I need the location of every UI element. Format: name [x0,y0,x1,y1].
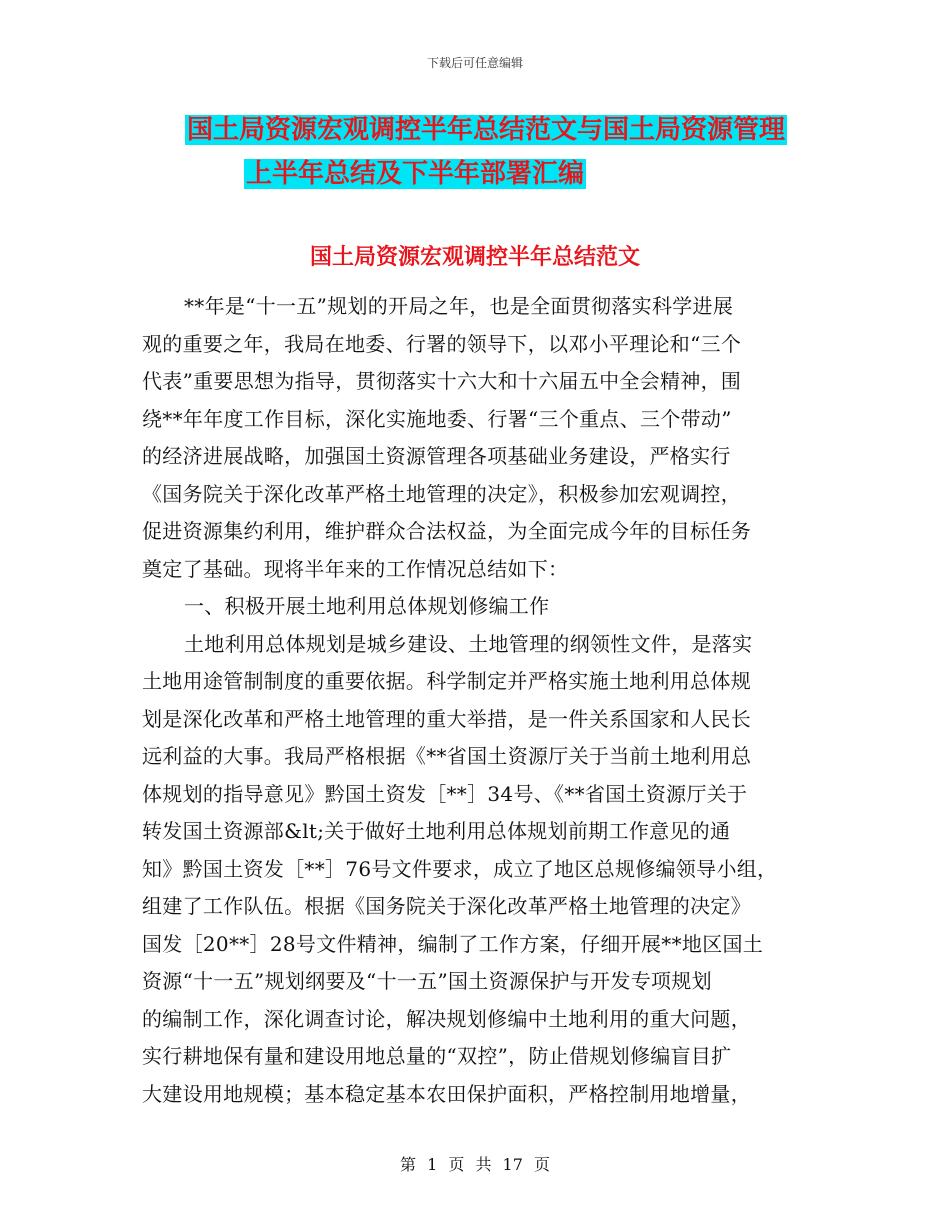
body-line: 体规划的指导意见》黔国土资发［**］34号、《**省国土资源厅关于 [142,781,748,806]
body-line: 土地用途管制制度的重要依据。科学制定并严格实施土地利用总体规 [142,669,751,693]
body-line: 知》黔国土资发［**］76号文件要求，成立了地区总规修编领导小组， [142,856,778,881]
body-line: 代表”重要思想为指导，贯彻落实十六大和十六届五中全会精神，围 [142,369,742,393]
section-heading-1: 一、积极开展土地利用总体规划修编工作 [184,594,550,618]
body-text [142,288,822,1113]
body-line: 资源“十一五”规划纲要及“十一五”国土资源保护与开发专项规划 [142,969,712,993]
body-line: 大建设用地规模；基本稳定基本农田保护面积，严格控制用地增量， [142,1081,751,1106]
section-title: 国土局资源宏观调控半年总结范文 [309,245,640,270]
body-line: 国发［20**］28号文件精神，编制了工作方案，仔细开展**地区国土 [142,931,764,956]
body-line: 远利益的大事。我局严格根据《**省国土资源厅关于当前土地利用总 [142,744,752,768]
document-title-text-1: 国土局资源宏观调控半年总结范文与国土局资源管理 [186,115,785,145]
body-line: 奠定了基础。现将半年来的工作情况总结如下： [142,556,569,581]
body-line: 绕**年年度工作目标，深化实施地委、行署“三个重点、三个带动” [142,406,732,431]
body-line: 的编制工作，深化调查讨论，解决规划修编中土地利用的重大问题， [142,1006,751,1031]
document-title-line-1 [0,108,950,152]
body-line: 转发国土资源部&lt;关于做好土地利用总体规划前期工作意见的通 [142,819,731,843]
body-line: 组建了工作队伍。根据《国务院关于深化改革严格土地管理的决定》 [142,894,751,918]
header-note: 下载后可任意编辑 [426,56,523,70]
body-line: 促进资源集约利用，维护群众合法权益，为全面完成今年的目标任务 [142,519,751,543]
document-title-line-2 [0,152,950,196]
body-line: 的经济进展战略，加强国土资源管理各项基础业务建设，严格实行 [142,444,731,468]
body-line: 实行耕地保有量和建设用地总量的“双控”，防止借规划修编盲目扩 [142,1044,732,1068]
body-line: 《国务院关于深化改革严格土地管理的决定》，积极参加宏观调控， [142,481,741,506]
document-title-text-2: 上半年总结及下半年部署汇编 [245,159,584,189]
body-line: 土地利用总体规划是城乡建设、土地管理的纲领性文件，是落实 [184,631,753,656]
page-footer: 第 1 页 共 17 页 [400,1155,550,1174]
body-line: 观的重要之年，我局在地委、行署的领导下，以邓小平理论和“三个 [142,331,742,356]
body-line: **年是“十一五”规划的开局之年，也是全面贯彻落实科学进展 [184,294,734,318]
body-line: 划是深化改革和严格土地管理的重大举措，是一件关系国家和人民长 [142,706,751,731]
